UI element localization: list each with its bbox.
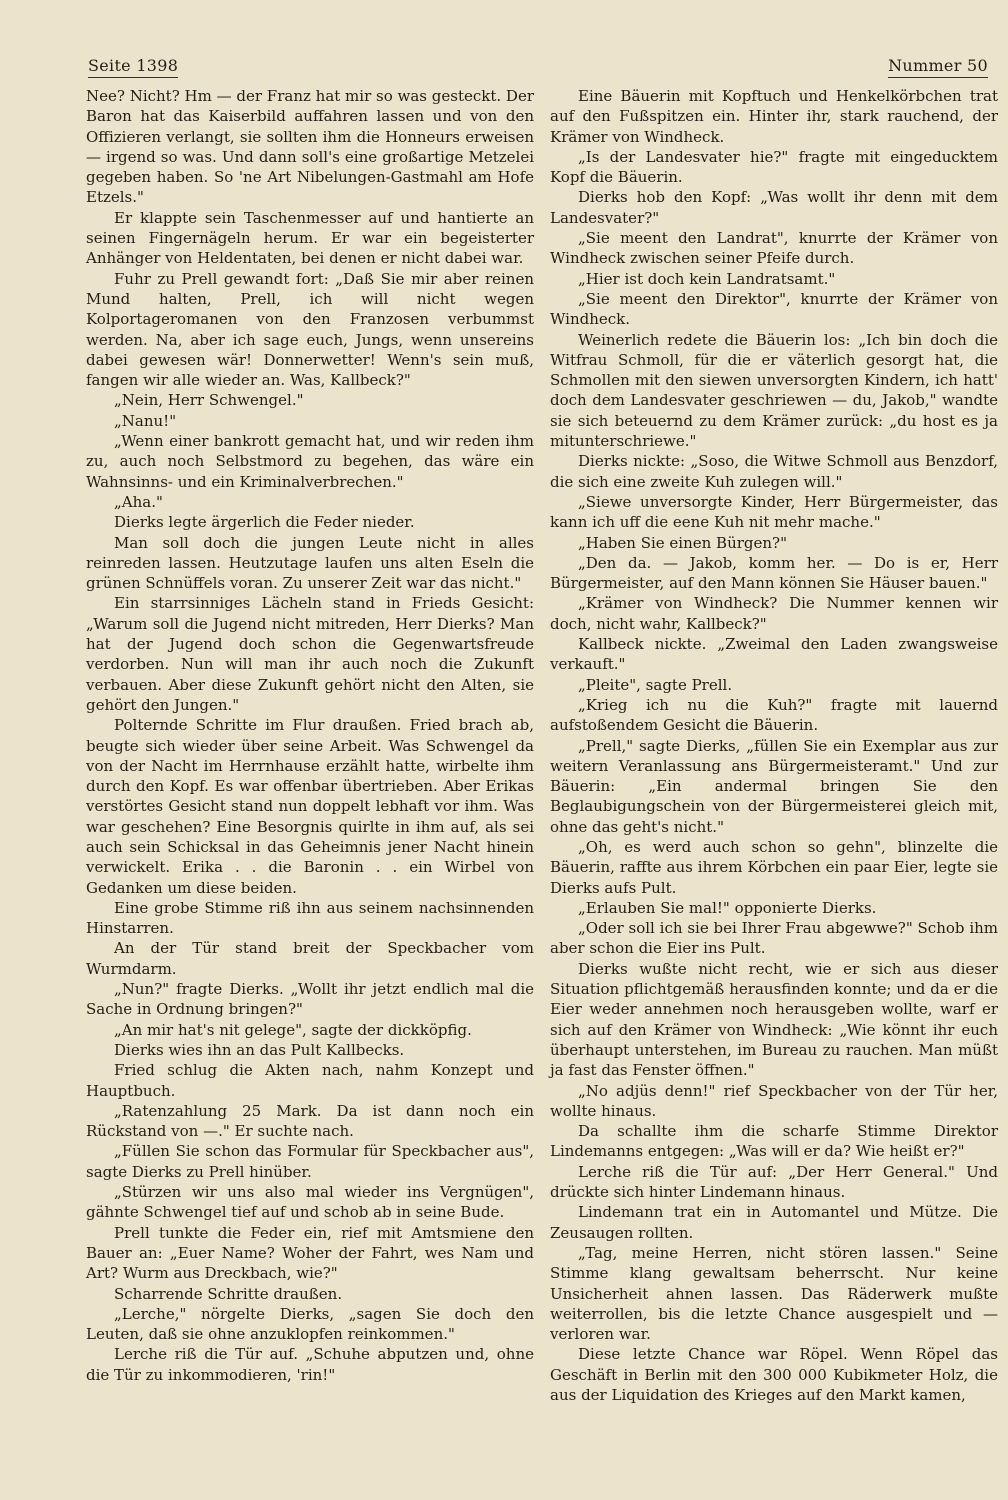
paragraph: „Den da. — Jakob, komm her. — Do is er, Herr Bürgermeister, auf den Mann können Sie Häuser bauen." [550,553,998,593]
paragraph: Er klappte sein Taschenmesser auf und hantierte an seinen Fingernägeln herum. Er war ein begeisterter Anhänger von Heldentaten, bei denen er nicht dabei war. [86,208,534,268]
paragraph: Dierks wies ihn an das Pult Kallbecks. [114,1040,405,1059]
paragraph: „Nein, Herr Schwengel." [114,391,304,410]
paragraph: Nee? Nicht? Hm — der Franz hat mir so was gesteckt. Der Baron hat das Kaiserbild auffahren lassen und von den Offizieren verlangt, sie sollten ihm die Honneurs erweisen — irgend so was. Und dann soll's eine großartige Metzelei gegeben haben. So 'ne Art Nibelungen-Gastmahl am Hofe Etzels." [86,87,534,207]
paragraph: Lerche riß die Tür auf: „Der Herr General." Und drückte sich hinter Lindemann hinaus. [550,1162,998,1202]
paragraph: „Krieg ich nu die Kuh?" fragte mit lauernd aufstoßendem Gesicht die Bäuerin. [550,695,998,735]
paragraph: „Oder soll ich sie bei Ihrer Frau abgewwe?" Schob ihm aber schon die Eier ins Pult. [550,919,998,958]
paragraph: Da schallte ihm die scharfe Stimme Direktor Lindemanns entgegen: „Was will er da? Wie heißt er?" [550,1122,998,1161]
paragraph: Dierks wußte nicht recht, wie er sich aus dieser Situation pflichtgemäß herausfinden konnte; und da er die Eier weder annehmen noch herausgeben wollte, warf er sich auf den Krämer von Windheck: „Wie könnt ihr euch überhaupt unterstehen, im Bureau zu rauchen. Man müßt ja fast das Fenster öffnen." [550,959,998,1080]
paragraph: Eine Bäuerin mit Kopftuch und Henkelkörbchen trat auf den Fußspitzen ein. Hinter ihr, stark rauchend, der Krämer von Windheck. [550,87,998,146]
paragraph: „Stürzen wir uns also mal wieder ins Vergnügen", gähnte Schwengel tief auf und schob ab in seine Bude. [86,1183,534,1222]
paragraph: „Aha." [114,492,163,511]
paragraph: „Wenn einer bankrott gemacht hat, und wir reden ihm zu, auch noch Selbstmord zu begehen, das wäre ein Wahnsinns- und ein Kriminalverbrechen." [86,432,534,491]
paragraph: „Füllen Sie schon das Formular für Speckbacher aus", sagte Dierks zu Prell hinüber. [86,1142,534,1181]
issue-number: Nummer 50 [888,56,988,78]
left-column [86,86,534,1385]
paragraph: „Hier ist doch kein Landratsamt." [578,269,836,288]
paragraph: „Sie meent den Landrat", knurrte der Krämer von Windheck zwischen seiner Pfeife durch. [550,229,998,268]
paragraph: An der Tür stand breit der Speckbacher vom Wurmdarm. [86,939,534,978]
paragraph: „Tag, meine Herren, nicht stören lassen." Seine Stimme klang gewaltsam beherrscht. Nur keine Unsicherheit ahnen lassen. Das Räderwerk mußte weiterrollen, bis die letzte Chance ausgespielt und — verloren war. [550,1243,998,1344]
paragraph: „An mir hat's nit gelege", sagte der dickköpfig. [114,1020,472,1039]
paragraph: Diese letzte Chance war Röpel. Wenn Röpel das Geschäft in Berlin mit den 300 000 Kubikmeter Holz, die aus der Liquidation des Krieges auf den Markt kamen, [550,1345,998,1404]
paragraph: „Pleite", sagte Prell. [578,675,733,694]
paragraph: „Oh, es werd auch schon so gehn", blinzelte die Bäuerin, raffte aus ihrem Körbchen ein paar Eier, legte sie Dierks aufs Pult. [550,837,998,897]
paragraph: Prell tunkte die Feder ein, rief mit Amtsmiene den Bauer an: „Euer Name? Woher der Fahrt, wes Nam und Art? Wurm aus Dreckbach, wie?" [86,1223,534,1283]
paragraph: Weinerlich redete die Bäuerin los: „Ich bin doch die Witfrau Schmoll, für die er väterlich gesorgt hat, die Schmollen mit den siewen unversorgten Kindern, ich hatt' doch dem Landesvater geschriewen — du, Jakob," wandte sie sich beteuernd zu dem Krämer zurück: „du host es ja mitunterschriewe." [550,330,998,451]
paragraph: „Ratenzahlung 25 Mark. Da ist dann noch ein Rückstand von —." Er suchte nach. [86,1101,534,1141]
page-number: Seite 1398 [88,56,178,78]
paragraph: „Siewe unversorgte Kinder, Herr Bürgermeister, das kann ich uff die eene Kuh nit mehr mache." [550,492,998,532]
paragraph: „Nanu!" [114,411,177,430]
paragraph: „Nun?" fragte Dierks. „Wollt ihr jetzt endlich mal die Sache in Ordnung bringen?" [86,980,534,1019]
paragraph: Dierks hob den Kopf: „Was wollt ihr denn mit dem Landesvater?" [550,188,998,227]
paragraph: Polternde Schritte im Flur draußen. Fried brach ab, beugte sich wieder über seine Arbeit. Was Schwengel da von der Nacht im Herrnhause erzählt hatte, wirbelte ihm durch den Kopf. Es war offenbar übertrieben. Aber Erikas verstörtes Gesicht stand nun doppelt lebhaft vor ihm. Was war geschehen? Eine Besorgnis quirlte in ihm auf, als sei auch sein Schicksal in das Geheimnis jener Nacht hinein verwickelt. Erika . . die Baronin . . ein Wirbel von Gedanken um diese beiden. [86,716,534,897]
paragraph: Dierks legte ärgerlich die Feder nieder. [114,513,415,532]
paragraph: Eine grobe Stimme riß ihn aus seinem nachsinnenden Hinstarren. [86,898,534,938]
paragraph: Ein starrsinniges Lächeln stand in Frieds Gesicht: „Warum soll die Jugend nicht mitreden, Herr Dierks? Man hat der Jugend doch schon die Gegenwartsfreude verdorben. Nun will man ihr auch noch die Zukunft verbauen. Aber diese Zukunft gehört nicht den Alten, sie gehört den Jungen." [86,594,534,714]
page-header [78,52,988,82]
paragraph: Dierks nickte: „Soso, die Witwe Schmoll aus Benzdorf, die sich eine zweite Kuh zulegen will." [550,452,998,491]
paragraph: „Lerche," nörgelte Dierks, „sagen Sie doch den Leuten, daß sie ohne anzuklopfen reinkommen." [86,1304,534,1344]
paragraph: Lindemann trat ein in Automantel und Mütze. Die Zeusaugen rollten. [550,1203,998,1242]
paragraph: „Sie meent den Direktor", knurrte der Krämer von Windheck. [550,289,998,329]
paragraph: Kallbeck nickte. „Zweimal den Laden zwangsweise verkauft." [550,635,998,674]
right-column [550,86,998,1405]
paragraph: „Is der Landesvater hie?" fragte mit eingeducktem Kopf die Bäuerin. [550,147,998,187]
paragraph: „Haben Sie einen Bürgen?" [578,533,787,552]
paragraph: Fuhr zu Prell gewandt fort: „Daß Sie mir aber reinen Mund halten, Prell, ich will nicht wegen Kolportageromanen von den Franzosen verbummst werden. Na, aber ich sage euch, Jungs, wenn unsereins dabei gewesen wär! Donnerwetter! Wenn's sein muß, fangen wir alle wieder an. Was, Kallbeck?" [86,269,534,390]
paragraph: Man soll doch die jungen Leute nicht in alles reinreden lassen. Heutzutage laufen uns alten Eseln die grünen Schnüffels voran. Zu unserer Zeit war das nicht." [86,533,534,593]
paragraph: „Erlauben Sie mal!" opponierte Dierks. [578,898,877,917]
paragraph: Lerche riß die Tür auf. „Schuhe abputzen und, ohne die Tür zu inkommodieren, 'rin!" [86,1345,534,1384]
paragraph: „Prell," sagte Dierks, „füllen Sie ein Exemplar aus zur weitern Veranlassung ans Bürgermeisteramt." Und zur Bäuerin: „Ein andermal bringen Sie den Beglaubigungschein von der Bürgermeisterei gleich mit, ohne das geht's nicht." [550,736,998,836]
paragraph: „No adjüs denn!" rief Speckbacher von der Tür her, wollte hinaus. [550,1081,998,1120]
paragraph: „Krämer von Windheck? Die Nummer kennen wir doch, nicht wahr, Kallbeck?" [550,594,998,633]
paragraph: Scharrende Schritte draußen. [114,1284,343,1303]
paragraph: Fried schlug die Akten nach, nahm Konzept und Hauptbuch. [86,1061,534,1100]
